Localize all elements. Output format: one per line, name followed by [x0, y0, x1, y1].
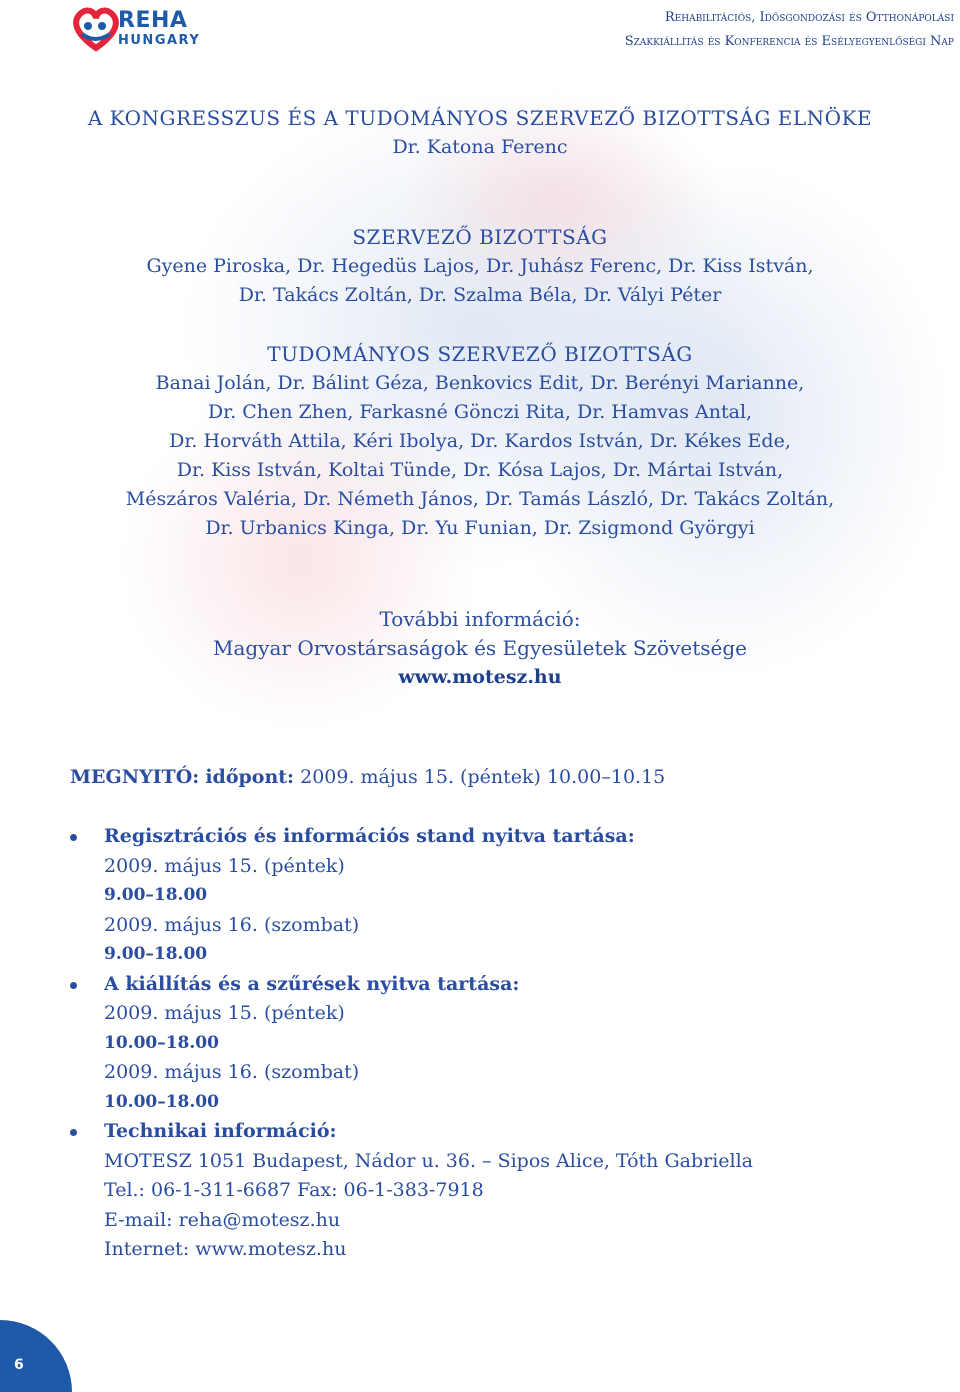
scientific-committee-line: Dr. Chen Zhen, Farkasné Gönczi Rita, Dr. Hamvas Antal, — [207, 401, 753, 423]
technical-email[interactable]: E-mail: reha@motesz.hu — [104, 1208, 341, 1231]
event-title-header — [625, 6, 954, 54]
scientific-committee-line: Dr. Urbanics Kinga, Dr. Yu Funian, Dr. Zsigmond Györgyi — [205, 517, 755, 539]
bullet-line: 2009. május 15. (péntek) — [104, 854, 345, 877]
bullet-technical — [70, 1117, 930, 1265]
president-heading: A KONGRESSZUS ÉS A TUDOMÁNYOS SZERVEZŐ BIZOTTSÁG ELNÖKE — [87, 106, 873, 130]
scientific-committee-line: Dr. Kiss István, Koltai Tünde, Dr. Kósa Lajos, Dr. Mártai István, — [176, 459, 784, 481]
scientific-committee-heading: TUDOMÁNYOS SZERVEZŐ BIZOTTSÁG — [267, 342, 693, 366]
page-number: 6 — [14, 1357, 24, 1373]
info-bullet-list — [70, 822, 930, 1265]
opening-label: MEGNYITÓ: — [70, 766, 200, 788]
bullet-dot-icon — [70, 834, 77, 841]
organizing-committee-section — [0, 222, 960, 310]
more-info-label: További információ: — [379, 607, 581, 631]
organizing-committee-line: Dr. Takács Zoltán, Dr. Szalma Béla, Dr. Vályi Péter — [238, 284, 722, 306]
bullet-title: Regisztrációs és információs stand nyitva tartása: — [104, 825, 635, 847]
opening-time-value: 2009. május 15. (péntek) 10.00–10.15 — [300, 766, 666, 788]
bullet-line: 2009. május 16. (szombat) — [104, 913, 360, 936]
opening-time-label: időpont: — [205, 766, 295, 788]
technical-phone-fax: Tel.: 06-1-311-6687 Fax: 06-1-383-7918 — [104, 1179, 484, 1201]
bullet-time: 10.00–18.00 — [104, 1091, 219, 1112]
technical-address: MOTESZ 1051 Budapest, Nádor u. 36. – Sipos Alice, Tóth Gabriella — [104, 1149, 753, 1172]
bullet-time: 10.00–18.00 — [104, 1032, 219, 1053]
more-info-organization: Magyar Orvostársaságok és Egyesületek Szövetsége — [212, 636, 748, 660]
logo-text-hungary: HUNGARY — [118, 33, 201, 48]
bullet-registration — [70, 822, 930, 970]
scientific-committee-section — [0, 339, 960, 543]
bullet-dot-icon — [70, 1129, 77, 1136]
bullet-exhibition — [70, 970, 930, 1118]
page-number-corner — [0, 1320, 72, 1392]
more-info-website-link[interactable]: www.motesz.hu — [398, 666, 562, 688]
opening-info — [70, 762, 665, 792]
bullet-title: A kiállítás és a szűrések nyitva tartása: — [104, 972, 520, 995]
bullet-time: 9.00–18.00 — [104, 885, 208, 905]
more-info-section — [0, 605, 960, 692]
president-name: Dr. Katona Ferenc — [392, 136, 568, 158]
bullet-dot-icon — [70, 982, 77, 989]
bullet-line: 2009. május 16. (szombat) — [104, 1061, 360, 1083]
bullet-time: 9.00–18.00 — [104, 944, 208, 964]
bullet-title: Technikai információ: — [104, 1120, 337, 1142]
scientific-committee-line: Mészáros Valéria, Dr. Németh János, Dr. Tamás László, Dr. Takács Zoltán, — [125, 488, 835, 510]
bullet-line: 2009. május 15. (péntek) — [104, 1002, 345, 1024]
president-section — [0, 103, 960, 162]
event-title-line-1: Rehabilitációs, Idősgondozási és Otthonápolási — [664, 10, 954, 25]
event-title-line-2: Szakkiállítás és Konferencia és Esélyegyenlőségi Nap — [624, 34, 954, 49]
organizing-committee-heading: SZERVEZŐ BIZOTTSÁG — [352, 225, 608, 249]
organizing-committee-line: Gyene Piroska, Dr. Hegedüs Lajos, Dr. Juhász Ferenc, Dr. Kiss István, — [146, 255, 814, 277]
technical-website[interactable]: Internet: www.motesz.hu — [104, 1238, 347, 1260]
logo-text-reha: REHA — [118, 8, 188, 33]
scientific-committee-line: Dr. Horváth Attila, Kéri Ibolya, Dr. Kardos István, Dr. Kékes Ede, — [169, 430, 791, 452]
scientific-committee-line: Banai Jolán, Dr. Bálint Géza, Benkovics Edit, Dr. Berényi Marianne, — [155, 372, 805, 394]
